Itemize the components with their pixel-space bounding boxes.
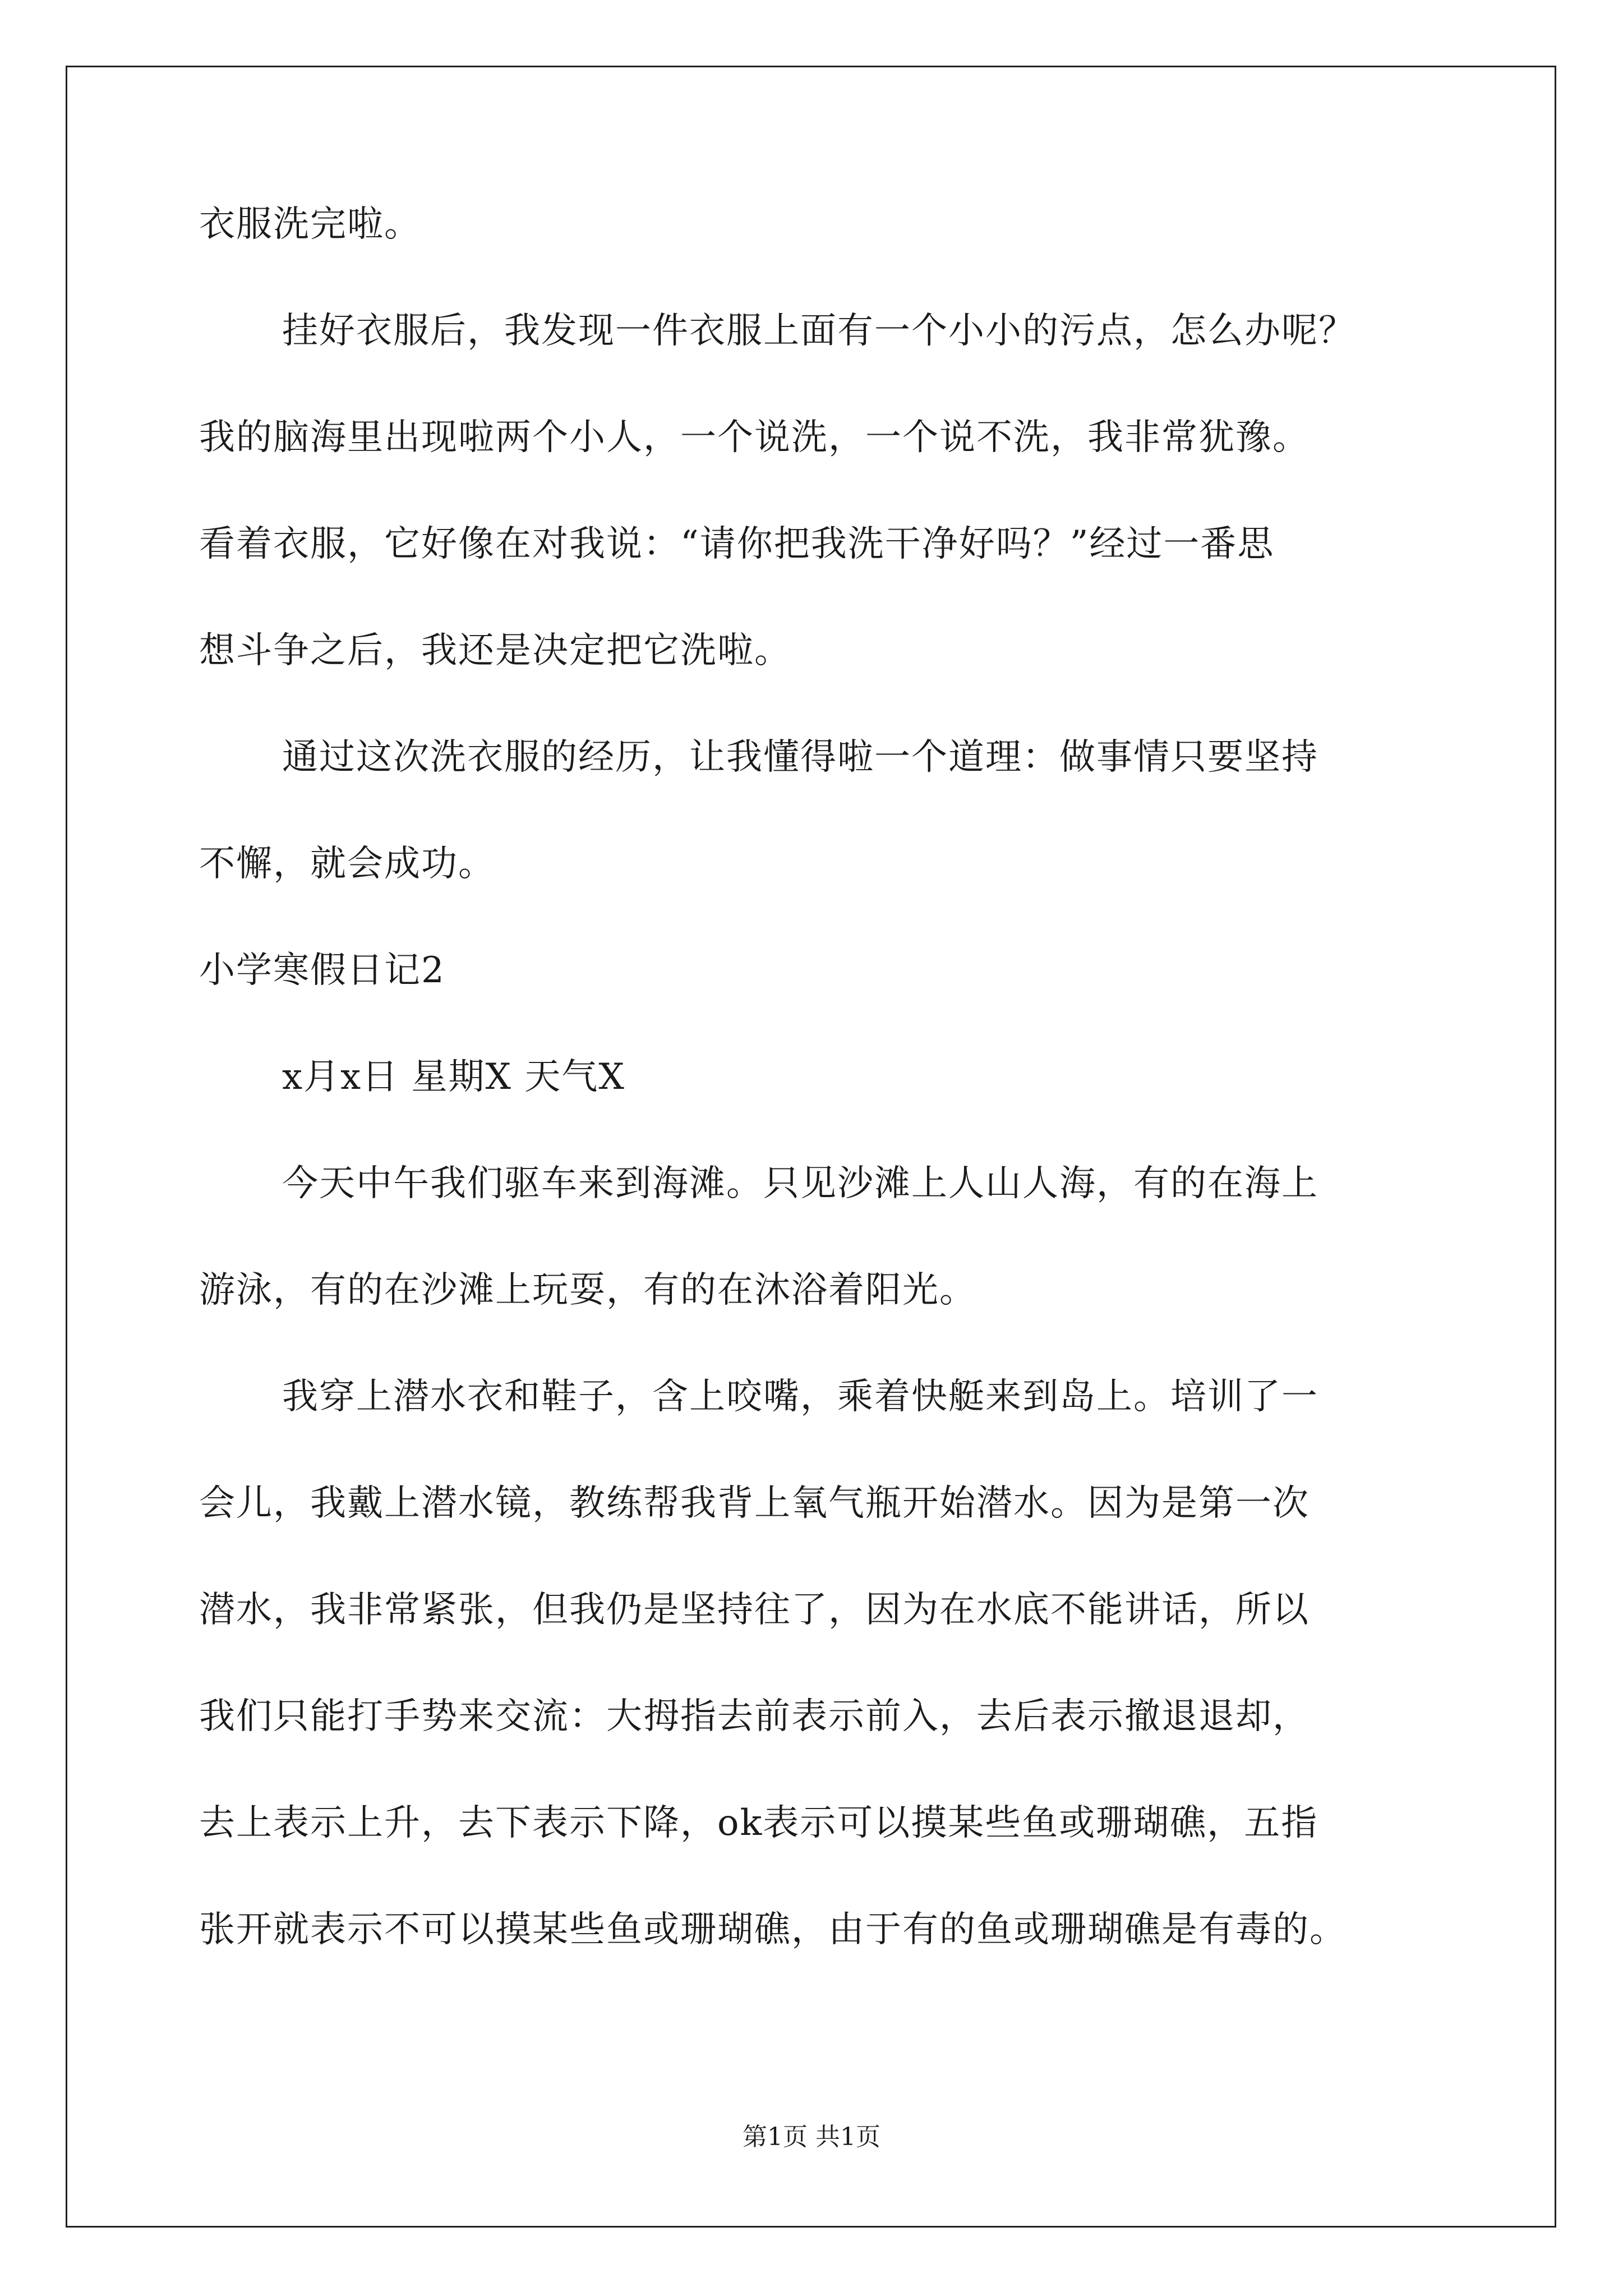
- text-line: 今天中午我们驱车来到海滩。只见沙滩上人山人海，有的在海上: [282, 1163, 1318, 1204]
- text-line: 不懈，就会成功。: [199, 843, 495, 885]
- text-line: 会儿，我戴上潜水镜，教练帮我背上氧气瓶开始潜水。因为是第一次: [199, 1483, 1310, 1524]
- text-line: 挂好衣服后，我发现一件衣服上面有一个小小的污点，怎么办呢？: [282, 310, 1355, 352]
- text-line: 想斗争之后，我还是决定把它洗啦。: [199, 630, 791, 671]
- diary-date-line: x月x日 星期X 天气X: [282, 1056, 625, 1098]
- text-line: 游泳，有的在沙滩上玩耍，有的在沐浴着阳光。: [199, 1269, 976, 1311]
- text-line: 通过这次洗衣服的经历，让我懂得啦一个道理：做事情只要坚持: [282, 737, 1318, 778]
- section-heading: 小学寒假日记2: [199, 950, 445, 991]
- text-line: 去上表示上升，去下表示下降，ok表示可以摸某些鱼或珊瑚礁，五指: [199, 1802, 1318, 1844]
- text-line: 我的脑海里出现啦两个小人，一个说洗，一个说不洗，我非常犹豫。: [199, 417, 1310, 458]
- text-line: 衣服洗完啦。: [199, 204, 421, 245]
- text-line: 看着衣服，它好像在对我说：“请你把我洗干净好吗？”经过一番思: [199, 523, 1275, 565]
- text-line: 潜水，我非常紧张，但我仍是坚持往了，因为在水底不能讲话，所以: [199, 1589, 1310, 1631]
- text-line: 我穿上潜水衣和鞋子，含上咬嘴，乘着快艇来到岛上。培训了一: [282, 1376, 1318, 1418]
- page-number: 第1页 共1页: [743, 2123, 880, 2151]
- text-line: 我们只能打手势来交流：大拇指去前表示前入，去后表示撤退退却，: [199, 1696, 1310, 1737]
- text-line: 张开就表示不可以摸某些鱼或珊瑚礁，由于有的鱼或珊瑚礁是有毒的。: [199, 1909, 1347, 1950]
- page-border: [66, 66, 1556, 2228]
